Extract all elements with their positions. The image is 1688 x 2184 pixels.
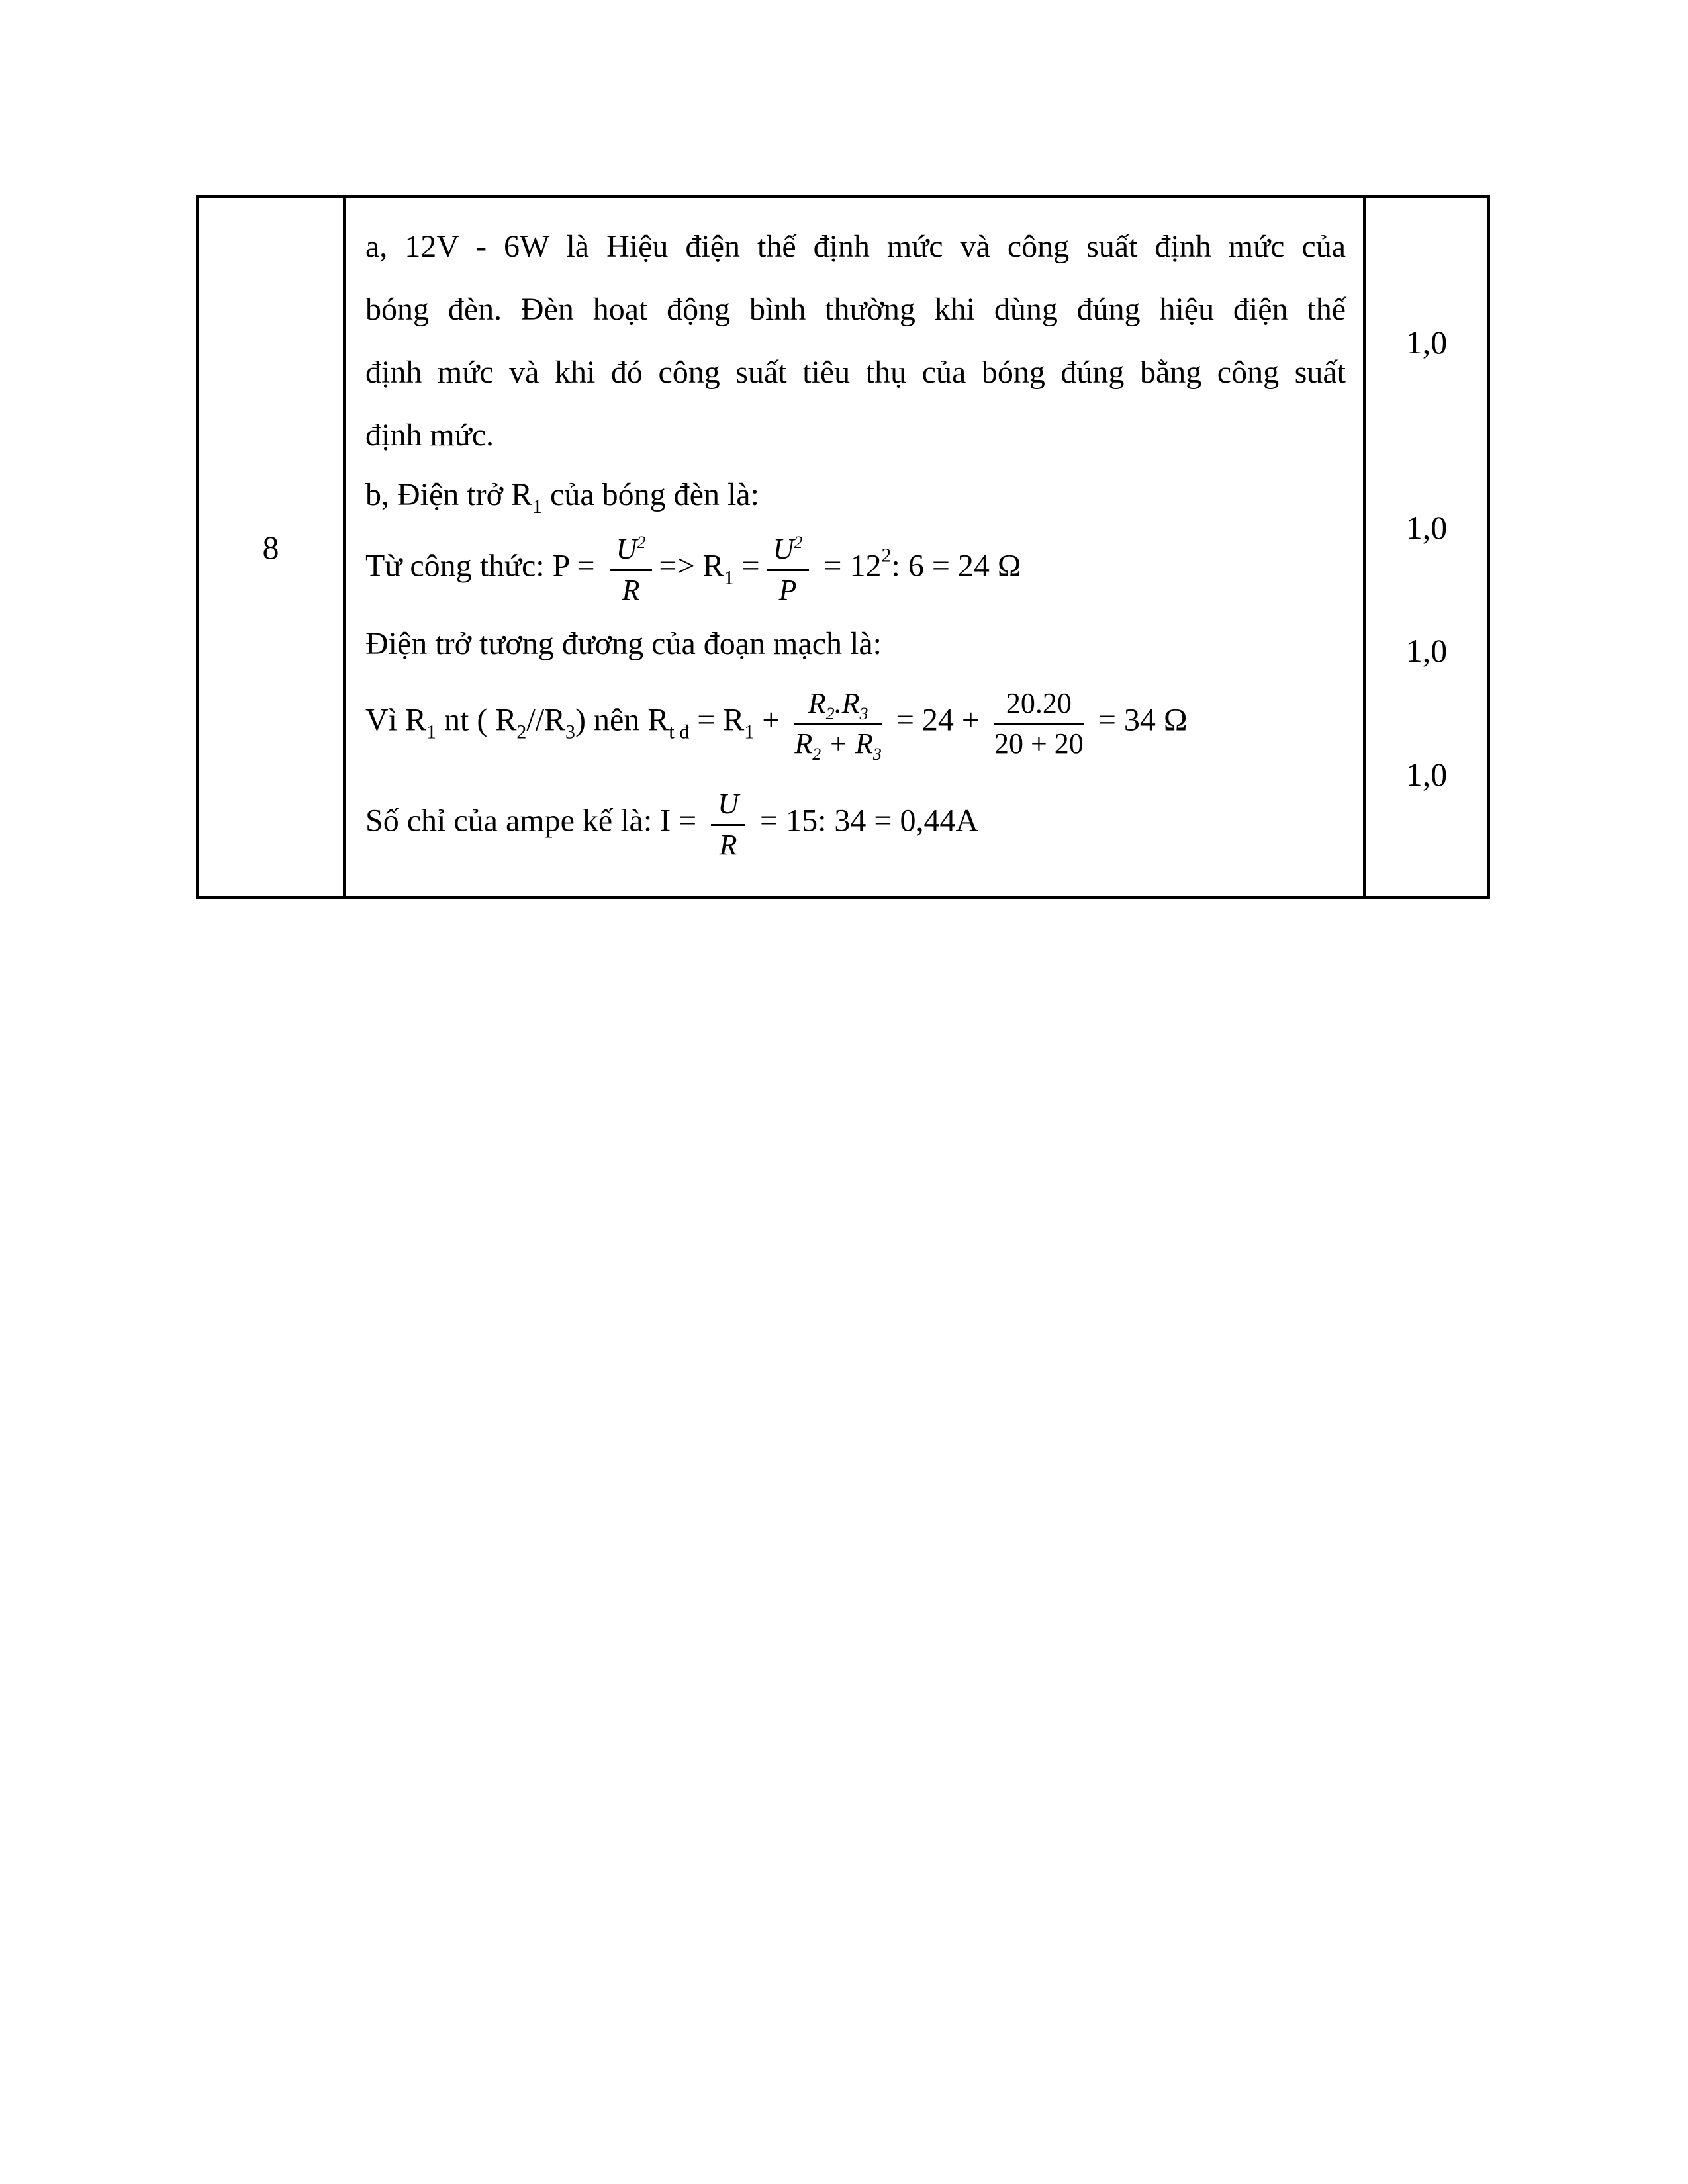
fraction-u-over-r: $\frac{U}{R}$ [711, 788, 745, 860]
f2-text: Vì R [365, 702, 427, 738]
line-c-text: Điện trở tương đương của đoạn mạch là: [365, 626, 882, 661]
f1-r1-subscript: 1 [724, 567, 734, 590]
question-number: 8 [262, 528, 279, 566]
formula-resistance-r1 [365, 523, 1346, 615]
f3-lead: Số chỉ của ampe kế là: I = [365, 803, 705, 839]
f1-arrow: => R [659, 549, 724, 584]
score-value: 1,0 [1405, 756, 1448, 793]
line-b-text: b, Điện trở R [365, 477, 533, 512]
score-value: 1,0 [1405, 632, 1448, 669]
f1-result-sup: 2 [881, 545, 892, 567]
formula-ammeter-reading [365, 774, 1346, 874]
fraction-r2r3: $\frac{R_2.R_3}{R_2 + R_3}$ [794, 686, 882, 764]
fraction-20-20: $\frac{20.20}{20 + 20}$ [994, 686, 1084, 760]
answer-line-c [365, 615, 1346, 672]
f2-result: = 34 Ω [1090, 702, 1188, 738]
f1-equals: = [733, 549, 760, 584]
f1-result: = 12 [816, 549, 882, 584]
answer-table [196, 195, 1490, 899]
answer-line-b [365, 467, 1346, 523]
answer-line-a1: a, 12V - 6W là Hiệu điện thế định mức và công suất định mức của [365, 229, 1346, 264]
line-b-subscript: 1 [532, 496, 543, 518]
f1-result-end: : 6 = 24 Ω [891, 549, 1021, 584]
answer-line-a3: định mức và khi đó công suất tiêu thụ của bóng đúng bằng công suất [365, 355, 1346, 390]
score-value: 1,0 [1405, 509, 1448, 546]
answer-line-a2: bóng đèn. Đèn hoạt động bình thường khi dùng đúng hiệu điện thế [365, 292, 1346, 327]
answer-line-a4: định mức. [365, 418, 494, 453]
question-number-cell [199, 198, 346, 896]
f2-rtd-subscript: t đ [669, 721, 690, 743]
answer-paragraph-a [365, 215, 1346, 467]
answer-cell [346, 198, 1366, 896]
fraction-u2-over-r: $\frac{U^2}{R}$ [610, 533, 653, 605]
fraction-u2-over-p: $\frac{U^2}{P}$ [767, 533, 810, 605]
f1-lead: Từ công thức: P = [365, 549, 603, 584]
formula-equivalent-resistance: Vì $R_1$ nt ( $R_2//R_3$) nên $R_{t đ} = R_1$ + $\frac{R_2.R_3}{R_2 + R_3}$ = 24 + $\frac{20.20}{20 + 20}$ = 34 Ω [365, 686, 1188, 764]
score-cell [1366, 198, 1487, 896]
line-b-text-end: của bóng đèn là: [542, 477, 759, 512]
score-value: 1,0 [1405, 324, 1448, 361]
f3-result: = 15: 34 = 0,44A [752, 803, 979, 839]
